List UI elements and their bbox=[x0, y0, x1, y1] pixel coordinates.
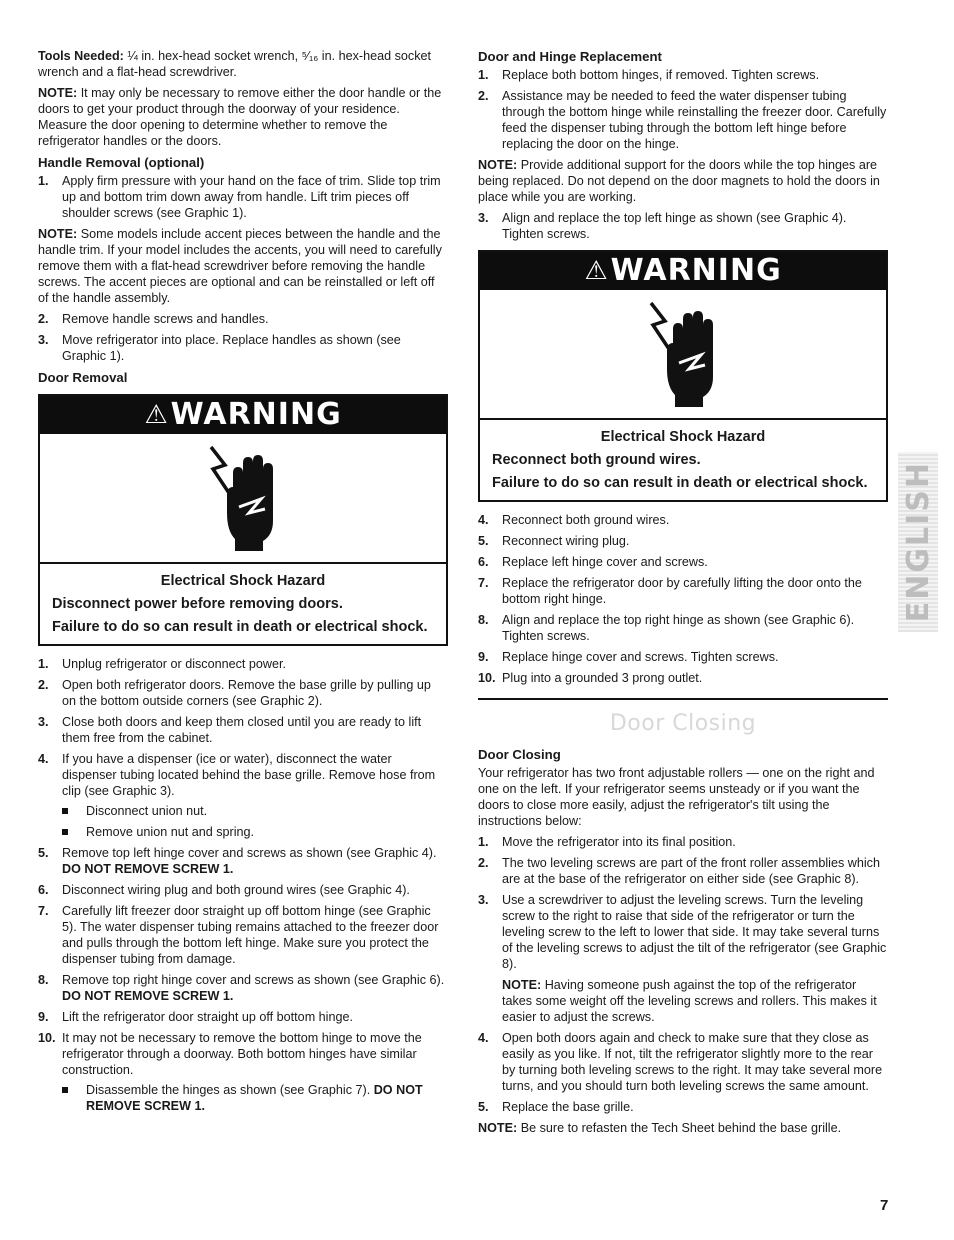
hazard-consequence: Failure to do so can result in death or electrical shock. bbox=[492, 475, 868, 491]
warning-picture bbox=[480, 290, 886, 420]
section-divider bbox=[478, 698, 888, 700]
list-item: 3. Use a screwdriver to adjust the leveling screws. Turn the leveling screw to the right to raise that side of the refrigerator or turn the leveling screw to the left to lower that side. It may take several turns of the leveling screws to adjust the tilt of the refrigerator (see Graphic 8). NOTE: Having someone push against the top of the refrigerator takes some weight off the leveling screws and rollers. This makes it easier to adjust the screws. bbox=[478, 893, 887, 1024]
list-item: 9. Replace hinge cover and screws. Tighten screws. bbox=[478, 650, 779, 664]
list-item: 5. Remove top left hinge cover and screws as shown (see Graphic 4). DO NOT REMOVE SCREW 1. bbox=[38, 846, 437, 876]
electric-shock-hand-icon bbox=[203, 443, 283, 553]
list-item: 4. If you have a dispenser (ice or water), disconnect the water dispenser tubing located behind the base grille. Remove hose from clip (see Graphic 3). Disconnect union nut. Remove union nut and spring. bbox=[38, 751, 448, 840]
list-item: 4. Open both doors again and check to make sure that they close as easily as you like. If not, tilt the refrigerator slightly more to the rear by turning both leveling screws to the right. It may take several more turns, and you should turn both leveling screws the same amount. bbox=[478, 1031, 883, 1093]
note-label: NOTE: bbox=[502, 978, 542, 992]
hinge-steps-a bbox=[478, 67, 888, 152]
bullet-item: Disconnect union nut. bbox=[62, 803, 448, 819]
list-item: 2. Assistance may be needed to feed the water dispenser tubing through the bottom hinge while reinstalling the freezer door. Carefully feed the dispenser tubing through the bottom left hinge before replacing the door on the hinge. bbox=[478, 89, 887, 151]
list-item: 8. Align and replace the top right hinge as shown (see Graphic 6). Tighten screws. bbox=[478, 613, 855, 643]
note-label: NOTE: bbox=[38, 227, 78, 241]
sub-bullets bbox=[62, 803, 448, 840]
note-label: NOTE: bbox=[478, 1121, 518, 1135]
hazard-consequence: Failure to do so can result in death or electrical shock. bbox=[52, 619, 428, 635]
hinge-replacement-heading: Door and Hinge Replacement bbox=[478, 49, 662, 64]
hazard-title: Electrical Shock Hazard bbox=[160, 573, 326, 589]
electric-shock-hand-icon bbox=[643, 299, 723, 409]
warning-title: WARNING bbox=[610, 253, 782, 288]
list-item: 3. Move refrigerator into place. Replace handles as shown (see Graphic 1). bbox=[38, 333, 401, 363]
note-paragraph bbox=[38, 226, 448, 306]
list-item: 8. Remove top right hinge cover and screws as shown (see Graphic 6). DO NOT REMOVE SCREW 1. bbox=[38, 973, 445, 1003]
handle-removal-heading: Handle Removal (optional) bbox=[38, 155, 205, 170]
note-text: Be sure to refasten the Tech Sheet behind the base grille. bbox=[520, 1121, 842, 1135]
note-text: Provide additional support for the doors while the top hinges are being replaced. Do not depend on the door magnets to hold the doors in place while you are working. bbox=[478, 158, 880, 204]
list-item: 1. Replace both bottom hinges, if removed. Tighten screws. bbox=[478, 68, 820, 82]
list-item: 2. Remove handle screws and handles. bbox=[38, 312, 269, 326]
door-removal-steps bbox=[38, 656, 448, 1114]
warning-text bbox=[40, 564, 446, 644]
handle-steps-a bbox=[38, 173, 448, 221]
tools-text: ¼ in. hex-head socket wrench, ⁵⁄₁₆ in. hex-head socket wrench and a flat-head screwdriver. bbox=[38, 49, 432, 79]
sub-bullets bbox=[62, 1082, 448, 1114]
handle-steps-b bbox=[38, 311, 448, 364]
closing-intro: Your refrigerator has two front adjustable rollers — one on the right and one on the left. If your refrigerator seems unsteady or if you want the doors to close more easily, adjust the refrigerator's tilt using the instructions below: bbox=[478, 766, 875, 828]
language-side-tab bbox=[898, 452, 938, 632]
warning-triangle-icon: ⚠ bbox=[144, 400, 169, 430]
list-item: 5. Reconnect wiring plug. bbox=[478, 534, 630, 548]
list-item: 10. Plug into a grounded 3 prong outlet. bbox=[478, 671, 703, 685]
list-item: 4. Reconnect both ground wires. bbox=[478, 513, 670, 527]
list-item: 3. Align and replace the top left hinge as shown (see Graphic 4). Tighten screws. bbox=[478, 211, 847, 241]
section-title: Door Closing bbox=[609, 711, 757, 736]
language-label: ENGLISH bbox=[900, 461, 936, 623]
note-label: NOTE: bbox=[38, 86, 78, 100]
page-number: 7 bbox=[880, 1197, 889, 1214]
list-item: 2. Open both refrigerator doors. Remove the base grille by pulling up on the bottom outside corners (see Graphic 2). bbox=[38, 678, 431, 708]
warning-header bbox=[40, 396, 446, 434]
right-column bbox=[478, 48, 888, 1141]
closing-steps bbox=[478, 834, 888, 1115]
warning-header bbox=[480, 252, 886, 290]
bullet-item: Disassemble the hinges as shown (see Graphic 7). DO NOT REMOVE SCREW 1. bbox=[62, 1082, 448, 1114]
warning-text bbox=[480, 420, 886, 500]
note-paragraph bbox=[502, 977, 888, 1025]
door-closing-heading: Door Closing bbox=[478, 747, 561, 762]
final-note bbox=[478, 1120, 888, 1136]
warning-title: WARNING bbox=[170, 397, 342, 432]
list-item: 1. Unplug refrigerator or disconnect power. bbox=[38, 657, 287, 671]
tools-label: Tools Needed: bbox=[38, 49, 124, 63]
hinge-steps-b bbox=[478, 210, 888, 242]
list-item: 7. Replace the refrigerator door by carefully lifting the door onto the bottom right hinge. bbox=[478, 576, 862, 606]
list-item: 1. Move the refrigerator into its final position. bbox=[478, 835, 736, 849]
warning-box bbox=[478, 250, 888, 502]
list-item: 6. Disconnect wiring plug and both ground wires (see Graphic 4). bbox=[38, 883, 410, 897]
hazard-action: Disconnect power before removing doors. bbox=[52, 596, 343, 612]
warning-triangle-icon: ⚠ bbox=[584, 256, 609, 286]
note-paragraph bbox=[478, 157, 888, 205]
list-item: 5. Replace the base grille. bbox=[478, 1100, 634, 1114]
note-text: It may only be necessary to remove either the door handle or the doors to get your product through the doorway of your residence. Measure the door opening to determine whether to remove the refrigerator handles or the doors. bbox=[38, 86, 442, 148]
note-label: NOTE: bbox=[478, 158, 518, 172]
hazard-action: Reconnect both ground wires. bbox=[492, 452, 701, 468]
hinge-steps-c bbox=[478, 512, 888, 686]
left-column bbox=[38, 48, 448, 1119]
note-text: Having someone push against the top of the refrigerator takes some weight off the leveling screws and rollers. This makes it easier to adjust the screws. bbox=[502, 978, 877, 1024]
note-paragraph bbox=[38, 85, 448, 149]
hazard-title: Electrical Shock Hazard bbox=[600, 429, 766, 445]
list-item: 7. Carefully lift freezer door straight up off bottom hinge (see Graphic 5). The water dispenser tubing remains attached to the freezer door and pulls through the bottom left hinge. Make sure you protect the dispenser tubing from damage. bbox=[38, 904, 439, 966]
warning-picture bbox=[40, 434, 446, 564]
warning-box bbox=[38, 394, 448, 646]
list-item: 3. Close both doors and keep them closed until you are ready to lift them free from the cabinet. bbox=[38, 715, 422, 745]
note-text: Some models include accent pieces between the handle and the handle trim. If your model includes the accents, you will need to carefully remove them with a flat-head screwdriver before removing the handle screws. The accent pieces are optional and can be reinstalled or left off of the handle assembly. bbox=[38, 227, 442, 305]
list-item: 6. Replace left hinge cover and screws. bbox=[478, 555, 708, 569]
tools-needed bbox=[38, 48, 448, 80]
list-item: 1. Apply firm pressure with your hand on the face of trim. Slide top trim up and bottom trim down away from handle. Lift trim pieces off shoulder screws (see Graphic 1). bbox=[38, 174, 441, 220]
list-item: 9. Lift the refrigerator door straight up off bottom hinge. bbox=[38, 1010, 353, 1024]
list-item: 2. The two leveling screws are part of the front roller assemblies which are at the base of the refrigerator on either side (see Graphic 8). bbox=[478, 856, 880, 886]
list-item: 10. It may not be necessary to remove the bottom hinge to move the refrigerator through a doorway. Both bottom hinges have similar construction. Disassemble the hinges as shown (see Graphic 7). DO NOT REMOVE SCREW 1. bbox=[38, 1030, 448, 1114]
bullet-item: Remove union nut and spring. bbox=[62, 824, 448, 840]
door-removal-heading: Door Removal bbox=[38, 370, 128, 385]
